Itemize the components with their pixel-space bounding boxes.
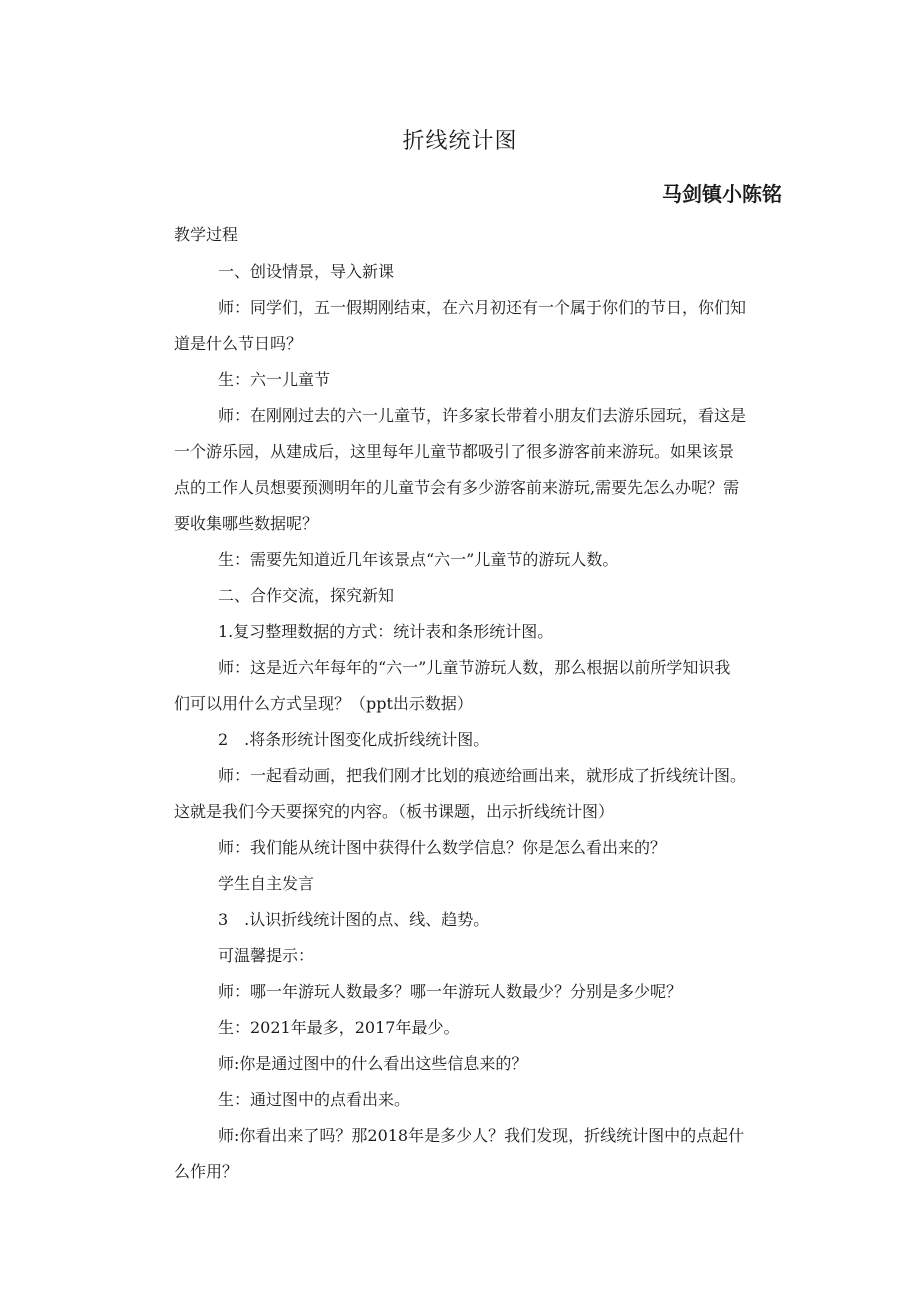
section-heading: 一、创设情景，导入新课 [218, 262, 395, 281]
paragraph-line: 生：2021年最多，2017年最少。 [218, 1018, 460, 1037]
numbered-item: 1.复习整理数据的方式：统计表和条形统计图。 [218, 622, 554, 641]
paragraph-line: 可温馨提示： [218, 946, 315, 965]
paragraph-line: 师：同学们，五一假期刚结束，在六月初还有一个属于你们的节日，你们知 [218, 298, 747, 317]
paragraph-line: 学生自主发言 [218, 874, 315, 893]
paragraph-line: 道是什么节日吗？ [174, 334, 303, 353]
paragraph-line: 师：我们能从统计图中获得什么数学信息？你是怎么看出来的？ [218, 838, 667, 857]
paragraph-line: 这就是我们今天要探究的内容。（板书课题，出示折线统计图） [174, 802, 615, 821]
paragraph-line: 们可以用什么方式呈现？（ppt出示数据） [174, 694, 473, 713]
numbered-item: 3 .认识折线统计图的点、线、趋势。 [218, 910, 490, 929]
paragraph-line: 么作用？ [174, 1162, 239, 1181]
paragraph-line: 师:你看出来了吗？那2018年是多少人？我们发现，折线统计图中的点起什 [218, 1126, 745, 1145]
author-line: 马剑镇小陈铭 [662, 182, 782, 206]
paragraph-line: 师：这是近六年每年的“六一”儿童节游玩人数，那么根据以前所学知识我 [218, 658, 731, 677]
section-label: 教学过程 [174, 225, 239, 244]
paragraph-line: 点的工作人员想要预测明年的儿童节会有多少游客前来游玩,需要先怎么办呢？需 [174, 478, 740, 497]
paragraph-line: 要收集哪些数据呢？ [174, 514, 319, 533]
section-heading: 二、合作交流，探究新知 [218, 586, 395, 605]
paragraph-line: 师：一起看动画，把我们刚才比划的痕迹给画出来，就形成了折线统计图。 [218, 766, 747, 785]
page-title: 折线统计图 [402, 129, 518, 154]
numbered-item: 2 .将条形统计图变化成折线统计图。 [218, 730, 490, 749]
paragraph-line: 一个游乐园，从建成后，这里每年儿童节都吸引了很多游客前来游玩。如果该景 [174, 442, 735, 461]
paragraph-line: 师:你是通过图中的什么看出这些信息来的？ [218, 1054, 528, 1073]
paragraph-line: 生：六一儿童节 [218, 370, 331, 389]
paragraph-line: 生：通过图中的点看出来。 [218, 1090, 411, 1109]
paragraph-line: 师：哪一年游玩人数最多？哪一年游玩人数最少？分别是多少呢？ [218, 982, 683, 1001]
paragraph-line: 生：需要先知道近几年该景点“六一”儿童节的游玩人数。 [218, 550, 619, 569]
paragraph-line: 师：在刚刚过去的六一儿童节，许多家长带着小朋友们去游乐园玩，看这是 [218, 406, 747, 425]
